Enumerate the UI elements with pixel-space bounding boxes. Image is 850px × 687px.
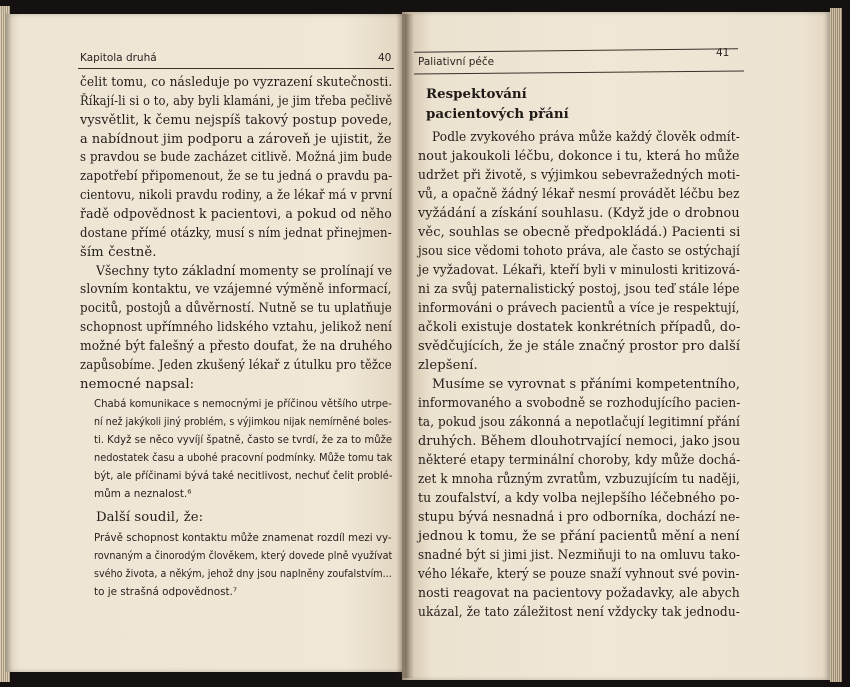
body-line: věc, souhlas se obecně předpokládá.) Pacienti si [418,225,741,240]
left-running-header: Kapitola druhá [80,52,157,64]
body-line: nosti reagovat na pacientovy požadavky, ale abych [418,586,740,601]
body-line: druhých. Během dlouhotrvající nemoci, jako jsou [418,434,741,449]
body-line: udržet při životě, s výjimkou sebevražedných moti- [418,168,741,183]
body-line: dostane přímé otázky, musí s ním jednat přinejmen- [80,225,392,241]
quote-line: ní než jakýkoli jiný problém, s výjimkou nijak nemírněné boles- [94,416,392,429]
body-line: jsou sice vědomi tohoto práva, ale často se ostýchají [418,244,740,259]
body-line: vysvětlit, k čemu nejspíš takový postup povede, [80,112,393,128]
body-line: slovním kontaktu, ve vzájemné výměně informací, [80,282,392,298]
right-running-header: Paliativní péče [418,56,495,68]
body-line: s pravdou se bude zacházet citlivě. Možná jim bude [80,150,393,166]
quote-line: rovnaným a činorodým člověkem, který dovede plně využívat [94,549,393,562]
body-line: snadné být si jimi jist. Nezmiňuji to na omluvu tako- [418,548,741,563]
body-line: cientovu, nikoli pravdu rodiny, a že lékař má v první [80,188,393,204]
quote-line: nedostatek času a ubohé pracovní podmínky. Může tomu tak [94,452,393,465]
body-line: ukázal, že tato záležitost není vždycky tak jednodu- [418,605,741,620]
body-line: ni za svůj paternalistický postoj, jsou teď stále lépe [418,282,740,297]
body-line: stupu bývá nesnadná i pro odborníka, dochází ne- [418,510,740,525]
quote-line: mům a neznalost.⁶ [94,487,192,500]
body-line: schopnost upřímného lidského vztahu, jelikož není [80,320,392,336]
body-line: některé etapy terminální choroby, kdy může dochá- [418,453,741,468]
body-line: a nabídnout jim podporu a zároveň je ujistit, že [80,131,392,147]
quote-line: ti. Když se něco vyvíjí špatně, často se tvrdí, že za to může [94,434,393,447]
body-line: svědčujících, že je stále značný prostor pro další [418,339,741,354]
body-line: ačkoli existuje dostatek konkrétních případů, do- [418,320,741,335]
body-line: nemocné napsal: [80,376,195,392]
body-line: Další soudil, že: [96,509,204,525]
body-line: zapůsobíme. Jeden zkušený lékař z útulku pro těžce [80,357,392,373]
quote-line: svého života, a někým, jehož dny jsou naplněny zoufalstvím... [94,567,392,580]
body-line: Všechny tyto základní momenty se prolínají ve [96,263,393,279]
body-line: zlepšení. [418,358,478,373]
body-line: informovaného a svobodně se rozhodujícího pacien- [418,396,741,411]
quote-line: Chabá komunikace s nemocnými je příčinou většího utrpe- [94,398,392,411]
body-line: ta, pokud jsou zákonná a nepotlačují legitimní přání [418,415,740,430]
body-line: tu zoufalství, a kdy volba nejlepšího léčebného po- [418,491,740,506]
left-header-rule [78,68,394,69]
body-line: možné být falešný a přesto doufat, že na druhého [80,338,393,354]
right-page-number: 41 [716,47,730,59]
body-line: jednou k tomu, že se přání pacientů mění a není [418,529,740,544]
page-edges-right [830,8,842,682]
section-heading: Respektování [426,86,527,102]
body-line: Podle zvykového práva může každý člověk odmít- [432,130,740,145]
body-line: zapotřebí připomenout, že se tu jedná o pravdu pa- [80,169,393,185]
body-line: Říkají-li si o to, aby byli klamáni, je jim třeba pečlivě [80,93,393,109]
body-line: čelit tomu, co následuje po vyzrazení skutečnosti. [80,75,393,90]
body-line: Musíme se vyrovnat s přáními kompetentního, [432,377,741,392]
body-line: pocitů, postojů a důvěrností. Nutně se tu uplatňuje [80,301,392,317]
quote-line: být, ale příčinami bývá také necitlivost, nechuť čelit problé- [94,470,393,483]
section-heading: pacientových přání [426,106,569,122]
quote-line: Právě schopnost kontaktu může znamenat rozdíl mezi vy- [94,531,392,544]
body-line: vyžádání a získání souhlasu. (Když jde o drobnou [418,206,740,221]
body-line: nout jakoukoli léčbu, dokonce i tu, která ho může [418,149,740,164]
body-line: vého lékaře, který se pouze snaží vyhnout své povin- [418,567,740,582]
book-gutter [396,14,414,678]
body-line: zet k mnoha různým zvratům, vzbuzujícím tu naději, [418,472,741,487]
left-page-number: 40 [378,52,392,64]
body-line: je vyžadovat. Lékaři, kteří byli v minulosti kritizová- [418,263,740,278]
body-line: informováni o právech pacientů a více je respektují, [418,301,740,316]
body-line: vů, a opačně žádný lékař nesmí provádět léčbu bez [418,187,740,202]
body-line: ším čestně. [80,244,157,260]
quote-line: to je strašná odpovědnost.⁷ [94,585,238,598]
body-line: řadě odpovědnost k pacientovi, a pokud od něho [80,206,392,222]
